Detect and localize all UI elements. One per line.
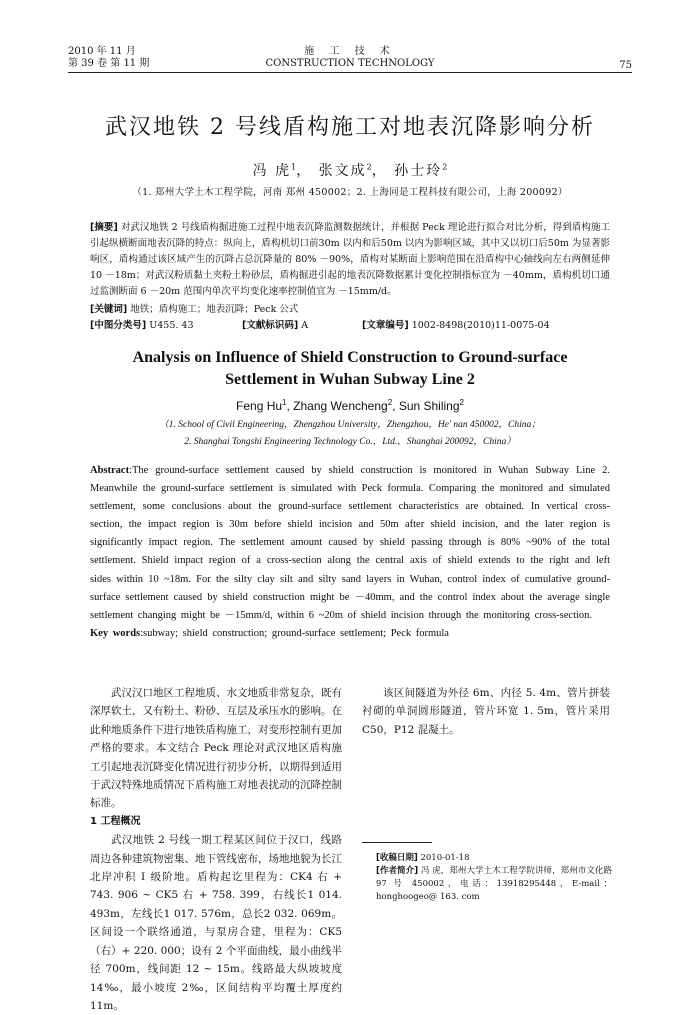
- footnote: [376, 852, 612, 904]
- author-en-3-sup: 2: [459, 398, 464, 407]
- keywords-en-text: subway; shield construction; ground-surface settlement; Peck formula: [143, 627, 449, 639]
- doc-label: [文献标识码]: [242, 320, 299, 331]
- art-label: [文章编号]: [362, 320, 409, 331]
- journal-name-cn: 施 工 技 术: [304, 46, 396, 57]
- title-en: [0, 347, 700, 391]
- abstract-cn-label: [摘要]: [90, 222, 118, 233]
- abstract-en-text: The ground-surface settlement caused by shield construction is monitored in Wuhan Subway Line 2. Meanwhile the ground-surface settlement is simulated with Peck formula. Comparing the monitored and simulated settlement, some conclusions about the ground-surface settlement characteristics are obtained. In vertical cross-section, the impact region is 30m before shield incision and 50m after shield incision, and the later region is significantly impact region. The settlement amount caused by shield passing through is 80% ~90% of the total settlement. Shield impact region of a cross-section along the central axis of shield extends to the right and left sides within 10 ~18m. For the silty clay silt and silty sand layers in Wuhan, control index of cumulative ground-surface settlement caused by shield construction might be －40mm, and the control index about the average single settlement changing might be －15mm/d, within 6 ~20m of shield incision through the monitoring cross-section.: [90, 465, 610, 621]
- author-cn-3: 孙士玲: [394, 163, 443, 179]
- running-header: [68, 46, 632, 73]
- section-1-paragraph-2: 该区间隧道为外径 6m、内径 5. 4m、管片拼装衬砌的单洞圆形隧道，管片环宽 1. 5m，管片采用 C50，P12 混凝土。: [362, 687, 610, 736]
- title-en-line1: Analysis on Influence of Shield Construction to Ground-surface: [132, 349, 568, 366]
- abstract-cn: [90, 220, 610, 300]
- body-column-right: [362, 684, 610, 739]
- author-cn-2-sup: 2: [366, 162, 372, 172]
- intro-paragraph: 武汉汉口地区工程地质、水文地质非常复杂，既有深厚软土，又有粉土、粉砂、互层及承压水的影响。在此种地质条件下进行地铁盾构施工，对变形控制有更加严格的要求。本文结合 Peck 理论对武汉地区盾构施工引起地表沉降变化情况进行初步分析，以期得到适用于武汉特殊地质情况下盾构施工对地表扰动的沉降控制标准。: [90, 687, 342, 810]
- footnote-received: [376, 852, 612, 865]
- issue-date: 2010 年 11 月: [68, 46, 136, 57]
- article-number: [362, 318, 550, 334]
- affiliation-en-line2: 2. Shanghai Tongshi Engineering Technology Co.，Ltd.，Shanghai 200092，China）: [184, 437, 516, 447]
- abstract-en-label: Abstract: [90, 465, 130, 476]
- authors-cn: 冯 虎$^1$， 张文成$^2$， 孙士玲$^2$: [252, 162, 448, 179]
- received-label: [收稿日期]: [376, 853, 418, 863]
- author-en-1-sup: 1: [282, 398, 287, 407]
- author-cn-3-sup: 2: [442, 162, 448, 172]
- author-bio: 冯 虎，郑州大学土木工程学院讲师，郑州市文化路 97 号 450002，电话：13918295448，E-mail：honghoogeo@ 163. com: [376, 866, 612, 902]
- title-cn: 武汉地铁 2 号线盾构施工对地表沉降影响分析: [105, 115, 595, 140]
- keywords-cn: [90, 302, 610, 318]
- journal-name-en: CONSTRUCTION TECHNOLOGY: [265, 58, 435, 69]
- author-en-2: Zhang Wencheng: [293, 399, 388, 413]
- author-bio-label: [作者简介]: [376, 866, 419, 876]
- page-number: 75: [619, 60, 632, 71]
- received-date: 2010-01-18: [420, 853, 470, 863]
- keywords-cn-label: [关键词]: [90, 304, 128, 315]
- author-cn-1: 冯 虎: [252, 163, 292, 179]
- doc-code: [242, 318, 308, 334]
- abstract-en: Abstract:The ground-surface settlement caused by shield construction is monitored in Wuhan Subway Line 2. Meanwhile the ground-surface settlement is simulated with Peck formula. Comparing the monitored and simulated settlement, some conclusions about the ground-surface settlement characteristics are obtained. In vertical cross-section, the impact region is 30m before shield incision and 50m after shield incision, and the later region is significantly impact region. The settlement amount caused by shield passing through is 80% ~90% of the total settlement. Shield impact region of a cross-section along the central axis of shield extends to the right and left sides within 10 ~18m. For the silty clay silt and silty sand layers in Wuhan, control index of cumulative ground-surface settlement caused by shield construction might be －40mm, and the control index about the average single settlement changing might be －15mm/d, within 6 ~20m of shield incision through the monitoring cross-section. Key words:subway; shield construction; ground-surface settlement; Peck formula: [90, 465, 610, 639]
- author-en-1: Feng Hu: [236, 399, 283, 413]
- keywords-cn-text: 地铁；盾构施工；地表沉降；Peck 公式: [130, 304, 299, 315]
- abstract-cn-text: 对武汉地铁 2 号线盾构掘进施工过程中地表沉降监测数据统计，并根据 Peck 理论进行拟合对比分析，得到盾构施工引起纵横断面地表沉降的特点：纵向上，盾构机切口前30m 以内和后50m 以内为影响区域，其中又以切口后50m 为显著影响区，盾构通过该区域产生的沉降占总沉降量的 80% －90%，盾构对某断面上影响范围在沿盾构中心轴线向左右两侧延伸 10 －18m；对武汉粉质黏土夹粉土粉砂层，盾构掘进引起的地表沉降数据累计变化控制指标宜为 －40mm，盾构机切口通过监测断面 6 －20m 范围内单次平均变化速率控制值宜为 －15mm/d。: [90, 222, 610, 297]
- issue-volume: 第 39 卷 第 11 期: [68, 58, 150, 69]
- journal-name: [68, 46, 632, 70]
- affiliation-cn: （1. 郑州大学土木工程学院，河南 郑州 450002；2. 上海同是工程科技有限公司，上海 200092）: [132, 187, 568, 198]
- keywords-en-label: Key words: [90, 627, 141, 639]
- doc-value: A: [301, 320, 309, 331]
- clc-code: [90, 318, 194, 334]
- author-en-2-sup: 2: [387, 398, 393, 407]
- footnote-rule: [362, 842, 432, 843]
- affiliation-en-line1: （1. School of Civil Engineering，Zhengzhou University，Zhengzhou，He' nan 450002，China；: [159, 420, 541, 430]
- clc-label: [中图分类号]: [90, 320, 147, 331]
- authors-en: Feng Hu$^1$, Zhang Wencheng$^2$, Sun Shiling$^2$: [236, 398, 464, 413]
- clc-value: U455. 43: [149, 320, 194, 331]
- section-1-heading: 1 工程概况: [90, 815, 141, 827]
- art-value: 1002-8498(2010)11-0075-04: [411, 320, 550, 331]
- author-cn-1-sup: 1: [291, 162, 297, 172]
- footnote-author: [376, 865, 612, 904]
- author-en-3: Sun Shiling: [398, 399, 460, 413]
- title-en-line2: Settlement in Wuhan Subway Line 2: [225, 371, 475, 388]
- body-column-left: [90, 684, 342, 1015]
- affiliation-en: [0, 417, 700, 451]
- author-cn-2: 张文成: [318, 163, 367, 179]
- section-1-paragraph-1: 武汉地铁 2 号线一期工程某区间位于汉口，线路周边各种建筑物密集、地下管线密布，场地地貌为长江北岸冲积 Ⅰ 级阶地。盾构起讫里程为：CK4 右 + 743. 906 ~ CK5 右 + 758. 399，右线长1 014. 493m，左线长1 017. 576m，总长2 032. 069m。区间设一个联络通道，与泵房合建，里程为：CK5（右）+ 220. 000；设有 2 个平面曲线，最小曲线半径 700m，线间距 12 ~ 15m。线路最大纵坡坡度 14‰，最小坡度 2‰，区间结构平均覆土厚度约 11m。: [90, 834, 342, 1012]
